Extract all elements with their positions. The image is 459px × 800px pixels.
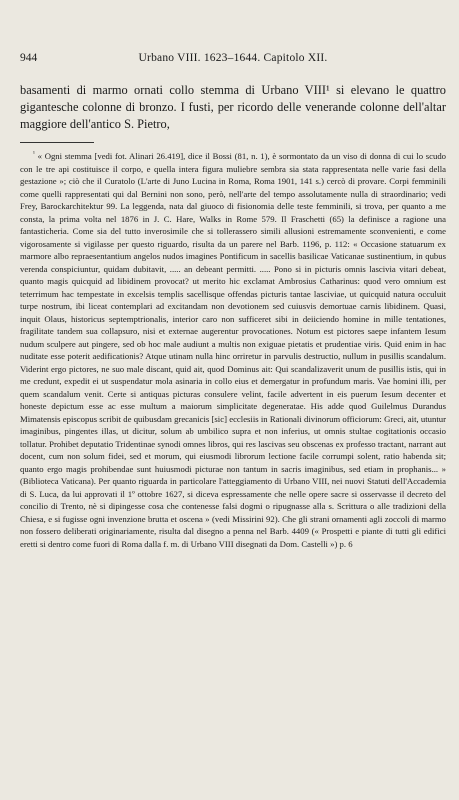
footnote: [20, 150, 446, 550]
footnote-marker: ¹: [33, 150, 35, 158]
main-text: [20, 82, 446, 133]
footnote-text: « Ogni stemma [vedi fot. Alinari 26.419], dice il Bossi (81, n. 1), è sormontato da un viso di donna di cui lo scudo con le tre api costituisce il corpo, e quella intera figura muliebre sembra sia stata rappresentata nelle varie fasi della gestazione »; ciò che il Curatolo (L'arte di Juno Lucina in Roma, Roma 1901, 141 s.) cercò di provare. Corpi femminili come quelli rappresentati qui dal Bernini non sono, però, nell'arte del tempo assolutamente nulla di straordinario; vedi Frey, Barockarchitektur 99. La leggenda, nata dal giuoco di fisionomia delle teste femminili, si trova, per quanto a me consta, la prima volta nel 1876 in J. C. Hare, Walks in Rome 579. Il Fraschetti (65) la definisce a ragione una fantasticheria. Come sia del tutto inverosimile che si tollerassero simili allusioni estremamente sconvenienti, e come vigorosamente si vigilasse per questo riguardo, risulta da un parere nel Barb. 1196, p. 112: « Occasione statuarum ex marmore albo repraesentantium angelos nudos imagines Pontificum in sacellis basilicae Vaticanae sustinentium, in qubus verenda conspiciuntur, quidam dubitavit, ..... an debeant permitti. ..... Pono si in picturis omnis lascivia vitari debeat, quanto magis quicquid ad libidinem provocat? ut merito hic exclamat Ambrosius Catharinus: quod vero omnium est teterrimum hac tempestate in excelsis templis sacellisque offendas picturis tantae lasciviae, ut quicquid natura occuluit turpe nostrum, ibi liceat contemplari ad excitandam non devotionem sed cuiusvis demortuae carnis libidinem. Quasi, inquit Olaus, historicus septemptrionalis, interior caro non sufficeret sibi in deiiciendo homine in mille tentationes, fragilitate tandem sua collapsuro, nisi et externae augerentur provocationes. Notum est pictores saepe infantem Iesum nudum sculpere aut pingere, sed ob hoc male audiunt a multis non exiguae pietatis et prudentiae viris. Quid enim in hac nuditate esse poterit aedificationis? Atque utinam nulla hinc orriretur in parvulis destructio, nullum in pusillis scandalum. Viderint ergo pictores, ne suo male discant, quid ait, quod Dominus ait: Qui scandalizaverit unum de pusillis istis, qui in me credunt, expedit ei ut suspendatur mola asinaria in collo eius et demergatur in profundum maris. Vae homini illi, per quem scandalum venit. Certe si antiquas picturas consulere velint, facile advertent in eis puerum Iesum decenter et honeste depictum esse ac esse multum a maiorum simplicitate degeneratae. His adde quod Guilelmus Durandus Mimatensis episcopus scribit de quibusdam grecanicis [sic] ecclesiis in Rationali divinorum officiorum: Greci, ait, utuntur imaginibus, pingentes illas, ut dicitur, solum ab umbilico supra et non inferius, ut omnis stultae cogitationis occasio tollatur. Prohibet deputatio Tridentinae synodi omnes libros, qui res lascivas seu obscenas ex professo tractant, narrant aut docent, cum non solum fidei, sed et morum, qui eiusmodi librorum lectione facile corrumpi solent, ratio habenda sit; quanto ergo magis prohibendae sunt huiusmodi picturae non tantum in sacris imaginibus, sed etiam in prophanis... » (Biblioteca Vaticana). Per quanto riguarda in particolare l'atteggiamento di Urbano VIII, nei nuovi Statuti dell'Accademia di S. Luca, da lui approvati il 1º ottobre 1627, si diceva espressamente che nelle opere sacre si osservasse il decreto del concilio di Trento, nè si dipingesse cosa che contenesse falsi dogmi o ripugnasse alla s. Scrittura o alle tradizioni della Chiesa, e si fugisse ogni invenzione brutta et oscena » (vedi Missirini 92). Che gli strani ornamenti agli zoccoli di marmo non fossero deliberati originariamente, risulta dal disegno a penna nel Barb. 4409 (« Prospetti e piante di tutti gli edifici eretti si dentro come fuori di Roma dalla f. m. di Urbano VIII disegnati da Dom. Castelli ») p. 6: [20, 151, 447, 549]
chapter-title: Urbano VIII. 1623–1644. Capitolo XII.: [138, 52, 328, 64]
footnote-rule: [20, 142, 94, 143]
running-head: [20, 52, 446, 66]
page-number: 944: [20, 52, 38, 64]
footnote-paragraph: [20, 150, 446, 550]
body-paragraph: basamenti di marmo ornati collo stemma di Urbano VIII¹ si elevano le quattro gigantesche colonne di bronzo. I fusti, per ricordo delle venerande colonne dell'altar maggiore dell'antico S. Pietro,: [20, 83, 446, 131]
